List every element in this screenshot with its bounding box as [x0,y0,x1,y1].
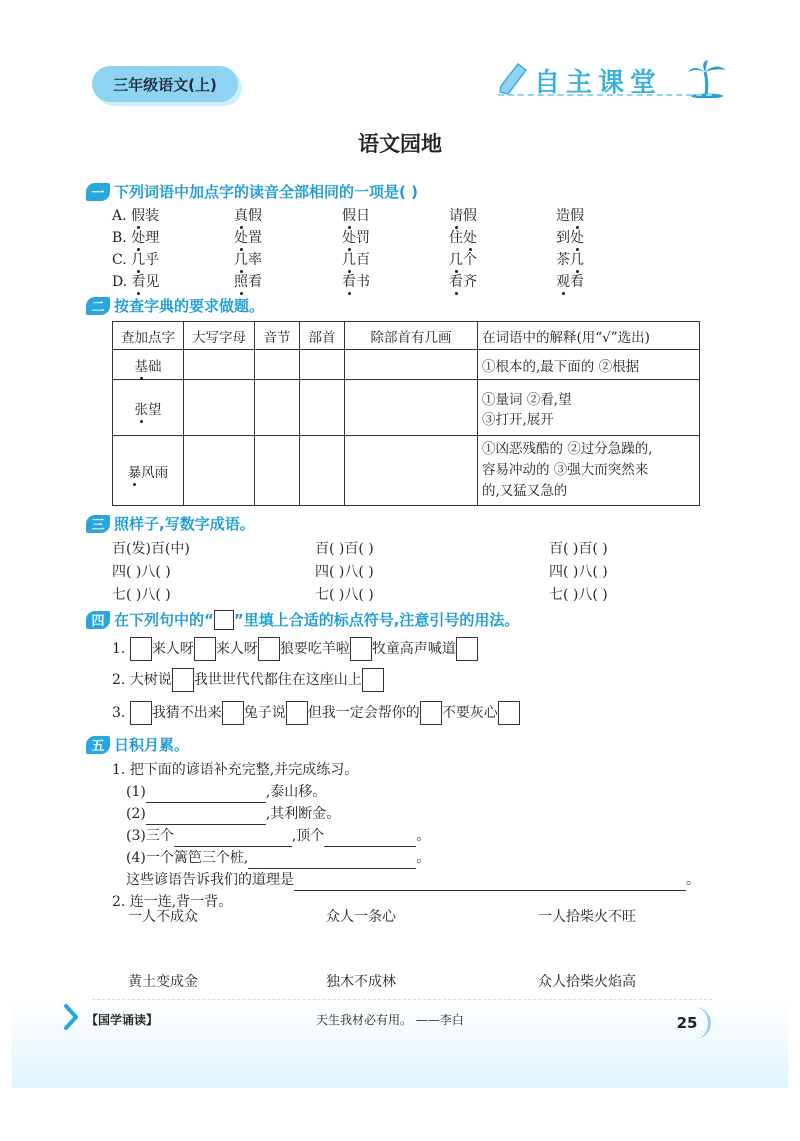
proverb-text: 。 [416,850,431,866]
proverb-item [112,825,712,847]
punct-box[interactable] [286,701,308,725]
idiom-item[interactable]: 四( )八( ) [549,564,608,580]
line-number: 3. [112,705,126,721]
sentence-text: 我世世代代都住在这座山上 [193,672,362,688]
punct-box[interactable] [456,637,478,661]
punct-line-1 [112,637,478,661]
explanation-text: ①根本的,最下面的 ②根据 [482,358,640,375]
word-cell: 张望 [113,380,184,436]
idiom-column-3 [549,538,608,607]
proverb-item [112,847,712,869]
word-cell: 暴风雨 [113,436,184,506]
match-top-3[interactable]: 一人拾柴火不旺 [538,909,636,925]
option-word: C. 几乎 [112,252,160,268]
col-header: 部首 [300,322,345,350]
sentence-text: 2. 大树说 [112,672,172,688]
item-number: (1) [126,784,146,800]
proverb-item [112,781,712,803]
sentence-text: 狼要吃羊啦 [279,641,350,657]
option-row[interactable] [112,205,692,227]
section-4-question-b: ”里填上合适的标点符号,注意引号的用法。 [233,611,520,629]
option-word: 观看 [556,274,584,290]
explanation-cell[interactable] [478,436,700,506]
col-header: 除部首有几画 [345,322,478,350]
idiom-item[interactable]: 七( )八( ) [315,587,374,603]
proverb-text: (4)一个篱笆三个桩, [126,850,249,866]
section-1-badge: 一 [86,183,110,201]
proverb-text: 。 [416,828,431,844]
table-row [113,436,700,506]
section-4-heading [86,609,519,630]
option-word: A. 假装 [112,208,160,224]
table-row [113,350,700,380]
section-2-badge: 二 [86,297,110,315]
sentence-text: 但我一定会帮你的 [307,705,420,721]
sentence-text: 来人呀 [215,641,258,657]
explanation-text: ①凶恶残酷的 ②过分急躁的, [482,441,653,457]
option-row[interactable] [112,271,692,293]
answer-cell[interactable] [184,380,255,436]
pencil-icon [498,62,528,96]
section-1-options [112,205,692,293]
proverb-text: ,泰山移。 [265,784,327,800]
sentence-text: 兔子说 [243,705,286,721]
option-word: 看书 [342,274,370,290]
table-row [113,380,700,436]
section-5-heading [86,734,189,755]
word-char-dotted: 基础 [134,358,162,375]
answer-cell[interactable] [255,350,300,380]
answer-cell[interactable] [345,436,478,506]
section-4-question-a: 在下列句中的“ [114,611,214,629]
brand-text: 自主课堂 [534,67,663,98]
idiom-item[interactable]: 百( )百( ) [549,541,608,557]
section-5-badge: 五 [86,736,110,754]
idiom-item: 四( )八( ) [112,564,171,580]
brand-underline [498,94,712,96]
footer-label: 【国学诵读】 [86,1013,159,1027]
match-top-1[interactable]: 一人不成众 [128,909,198,925]
explanation-cell[interactable] [478,380,700,436]
idiom-column-2 [315,538,374,607]
section-5-question: 日积月累。 [114,736,190,754]
punct-line-2 [112,668,384,692]
page-number: 25 [666,1007,711,1039]
punct-box[interactable] [258,637,280,661]
moral-line [112,869,712,891]
table-header-row [113,322,700,350]
option-word: 处置 [234,230,262,246]
punct-box[interactable] [222,701,244,725]
example-box [214,610,234,630]
punct-box[interactable] [350,637,372,661]
idiom-column-1 [112,538,190,607]
line-number: 1. [112,641,126,657]
section-2-heading [86,295,264,316]
option-word: 看齐 [449,274,477,290]
match-bottom-2[interactable]: 独木不成林 [326,974,396,990]
match-top-2[interactable]: 众人一条心 [326,909,396,925]
col-header: 查加点字 [113,322,184,350]
answer-cell[interactable] [345,380,478,436]
punct-box[interactable] [172,668,194,692]
chevron-right-icon [64,1004,78,1030]
idiom-item: 百(发)百(中) [112,541,190,557]
item-number: (2) [126,806,146,822]
punct-box[interactable] [420,701,442,725]
answer-cell[interactable] [184,350,255,380]
section-3-question: 照样子,写数字成语。 [114,515,255,533]
idiom-item[interactable]: 七( )八( ) [549,587,608,603]
moral-text: 。 [686,872,700,888]
section-2-question: 按查字典的要求做题。 [114,297,265,315]
answer-cell[interactable] [300,380,345,436]
moral-text: 这些谚语告诉我们的道理是 [126,872,294,888]
proverb-instruction: 1. 把下面的谚语补充完整,并完成练习。 [112,762,359,778]
answer-cell[interactable] [255,436,300,506]
answer-line[interactable] [294,890,686,891]
answer-cell[interactable] [345,350,478,380]
proverb-item [112,803,712,825]
option-word: 住处 [449,230,477,246]
sentence-text: 牧童高声喊道 [371,641,456,657]
section-1-question: 下列词语中加点字的读音全部相同的一项是( ) [114,183,418,201]
idiom-item: 七( )八( ) [112,587,171,603]
match-bottom-3[interactable]: 众人拾柴火焰高 [538,974,636,990]
section-1-heading [86,181,418,202]
option-word: 几个 [449,252,477,268]
punct-box[interactable] [130,701,152,725]
punct-line-3 [112,701,520,725]
word-cell [113,350,184,380]
answer-cell[interactable] [300,350,345,380]
answer-cell[interactable] [255,380,300,436]
explanation-cell[interactable] [478,350,700,380]
idiom-item[interactable]: 百( )百( ) [315,541,374,557]
option-row[interactable] [112,227,692,249]
option-word: 处罚 [342,230,370,246]
answer-cell[interactable] [300,436,345,506]
option-word: 茶几 [556,252,584,268]
sentence-text: 不要灰心 [441,705,498,721]
sentence-text: 来人呀 [151,641,194,657]
proverb-text: ,其利断金。 [265,806,341,822]
option-word: 造假 [556,208,584,224]
option-word: 真假 [234,208,262,224]
col-header: 大写字母 [184,322,255,350]
sentence-text: 我猜不出来 [151,705,222,721]
option-word: 请假 [449,208,477,224]
proverb-text: ,顶个 [291,828,325,844]
punct-box[interactable] [498,701,520,725]
col-header: 音节 [255,322,300,350]
explanation-text: 容易冲动的 ③强大而突然来 [482,462,649,478]
match-bottom-1[interactable]: 黄土变成金 [128,974,198,990]
option-word: B. 处理 [112,230,160,246]
option-word: D. 看见 [112,274,160,290]
col-header: 在词语中的解释(用“√”选出) [478,322,700,350]
footer-quote: 天生我材必有用。 ——李白 [316,1013,464,1027]
grade-tag [92,66,238,102]
explanation-text: 的,又猛又急的 [482,483,568,499]
idiom-item[interactable]: 四( )八( ) [315,564,374,580]
page-title: 语文园地 [358,132,442,156]
option-row[interactable] [112,249,692,271]
footer-divider [92,999,712,1000]
option-word: 几率 [234,252,262,268]
explanation-text: ③打开,展开 [482,411,554,428]
answer-cell[interactable] [184,436,255,506]
grade-tag-text: 三年级语文(上) [113,75,217,94]
dictionary-table [112,321,700,506]
option-word: 假日 [342,208,370,224]
section-3-heading [86,513,255,534]
section-4-badge: 四 [86,611,110,629]
palm-tree-icon [686,60,728,98]
option-word: 照看 [234,274,262,290]
punct-box[interactable] [362,668,384,692]
matching-instruction: 2. 连一连,背一背。 [112,894,233,910]
option-word: 到处 [556,230,584,246]
section-3-badge: 三 [86,515,110,533]
punct-box[interactable] [130,637,152,661]
proverb-block [112,759,712,913]
explanation-text: ①量词 ②看,望 [482,391,572,408]
proverb-text: (3)三个 [126,828,174,844]
option-word: 几百 [342,252,370,268]
punct-box[interactable] [194,637,216,661]
